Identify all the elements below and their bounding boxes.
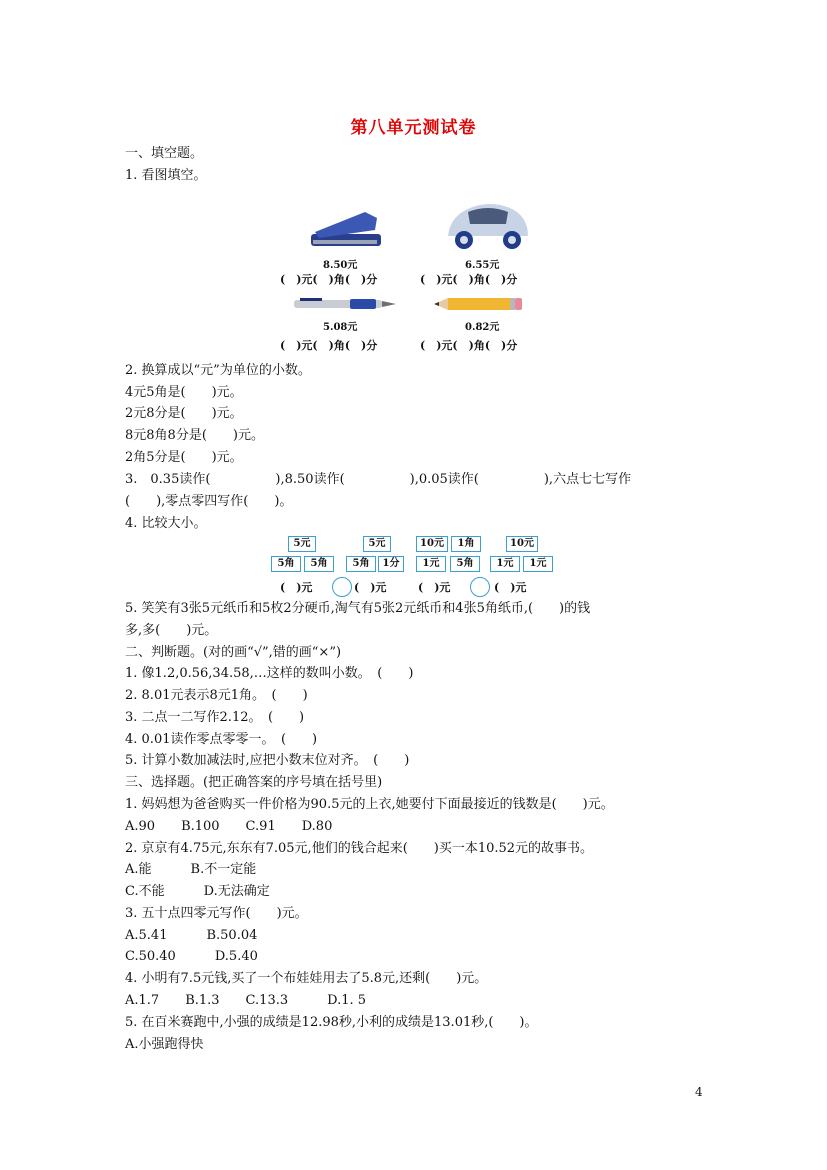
question-3-3-options-a: A.5.41 B.50.04 — [125, 928, 258, 943]
question-1-2d: 2角5分是( )元。 — [125, 450, 243, 465]
money-box: 5角 — [450, 556, 480, 572]
compare-circle — [470, 577, 490, 597]
question-1-3-cont: ( ),零点零四写作( )。 — [125, 494, 293, 509]
money-box: 1元 — [490, 556, 520, 572]
question-2-1: 1. 像1.2,0.56,34.58,…这样的数叫小数。 ( ) — [125, 666, 414, 681]
stapler-answer-blank: ( )元( )角( )分 — [280, 273, 378, 286]
pencil-answer-blank: ( )元( )角( )分 — [420, 339, 518, 352]
compare-blank: ( )元 — [418, 581, 451, 594]
question-2-4: 4. 0.01读作零点零零一。 ( ) — [125, 732, 318, 747]
money-box: 10元 — [506, 536, 538, 552]
car-answer-blank: ( )元( )角( )分 — [420, 273, 518, 286]
question-3-4: 4. 小明有7.5元钱,买了一个布娃娃用去了5.8元,还剩( )元。 — [125, 971, 488, 986]
pen-answer-blank: ( )元( )角( )分 — [280, 339, 378, 352]
question-3-3-options-b: C.50.40 D.5.40 — [125, 949, 258, 964]
price-items-figure — [275, 196, 560, 356]
question-3-2: 2. 京京有4.75元,东东有7.05元,他们的钱合起来( )买一本10.52元的故事书。 — [125, 841, 594, 856]
compare-blank: ( )元 — [280, 581, 313, 594]
money-box: 1元 — [416, 556, 446, 572]
page-number: 4 — [695, 1085, 703, 1099]
question-3-3: 3. 五十点四零元写作( )元。 — [125, 906, 308, 921]
question-1-4: 4. 比较大小。 — [125, 516, 207, 531]
money-box: 1角 — [451, 536, 481, 552]
question-1-3: 3. 0.35读作( ),8.50读作( ),0.05读作( ),六点七七写作 — [125, 472, 632, 487]
money-box: 5角 — [271, 556, 301, 572]
compare-money-figure — [268, 536, 568, 596]
question-2-2: 2. 8.01元表示8元1角。 ( ) — [125, 688, 308, 703]
pen-price: 5.08元 — [323, 322, 358, 333]
stapler-image — [305, 204, 385, 254]
section-1-heading: 一、填空题。 — [125, 146, 204, 161]
question-1-2c: 8元8角8分是( )元。 — [125, 428, 264, 443]
compare-blank: ( )元 — [354, 581, 387, 594]
question-1-2a: 4元5角是( )元。 — [125, 385, 243, 400]
money-box: 10元 — [416, 536, 448, 552]
page-title: 第八单元测试卷 — [350, 118, 477, 138]
money-box: 5角 — [346, 556, 376, 572]
question-3-4-options: A.1.7 B.1.3 C.13.3 D.1. 5 — [125, 993, 367, 1008]
car-price: 6.55元 — [465, 260, 500, 271]
question-1-5-cont: 多,多( )元。 — [125, 623, 218, 638]
money-box: 5元 — [363, 536, 391, 552]
question-1-2b: 2元8分是( )元。 — [125, 406, 243, 421]
question-1-2: 2. 换算成以“元”为单位的小数。 — [125, 363, 311, 378]
stapler-price: 8.50元 — [323, 260, 358, 271]
money-box: 1元 — [523, 556, 553, 572]
question-1-1: 1. 看图填空。 — [125, 168, 207, 183]
compare-circle — [332, 577, 352, 597]
section-2-heading: 二、判断题。(对的画“√”,错的画“×”) — [125, 645, 342, 660]
question-2-5: 5. 计算小数加减法时,应把小数末位对齐。 ( ) — [125, 753, 410, 768]
compare-blank: ( )元 — [494, 581, 527, 594]
money-box: 5角 — [304, 556, 334, 572]
question-3-2-options-a: A.能 B.不一定能 — [125, 862, 257, 877]
question-3-1: 1. 妈妈想为爸爸购买一件价格为90.5元的上衣,她要付下面最接近的钱数是( )元。 — [125, 797, 614, 812]
section-3-heading: 三、选择题。(把正确答案的序号填在括号里) — [125, 775, 383, 790]
pencil-image — [430, 295, 525, 313]
pencil-price: 0.82元 — [465, 322, 500, 333]
car-image — [440, 196, 535, 256]
question-2-3: 3. 二点一二写作2.12。 ( ) — [125, 710, 305, 725]
question-1-5: 5. 笑笑有3张5元纸币和5枚2分硬币,淘气有5张2元纸币和4张5角纸币,( )的钱 — [125, 601, 591, 616]
question-3-5-option-a: A.小强跑得快 — [125, 1037, 204, 1052]
pen-image — [290, 296, 400, 312]
question-3-1-options: A.90 B.100 C.91 D.80 — [125, 819, 333, 834]
question-3-2-options-b: C.不能 D.无法确定 — [125, 884, 270, 899]
money-box: 5元 — [288, 536, 316, 552]
money-box: 1分 — [378, 556, 404, 572]
question-3-5: 5. 在百米赛跑中,小强的成绩是12.98秒,小利的成绩是13.01秒,( )。 — [125, 1015, 538, 1030]
